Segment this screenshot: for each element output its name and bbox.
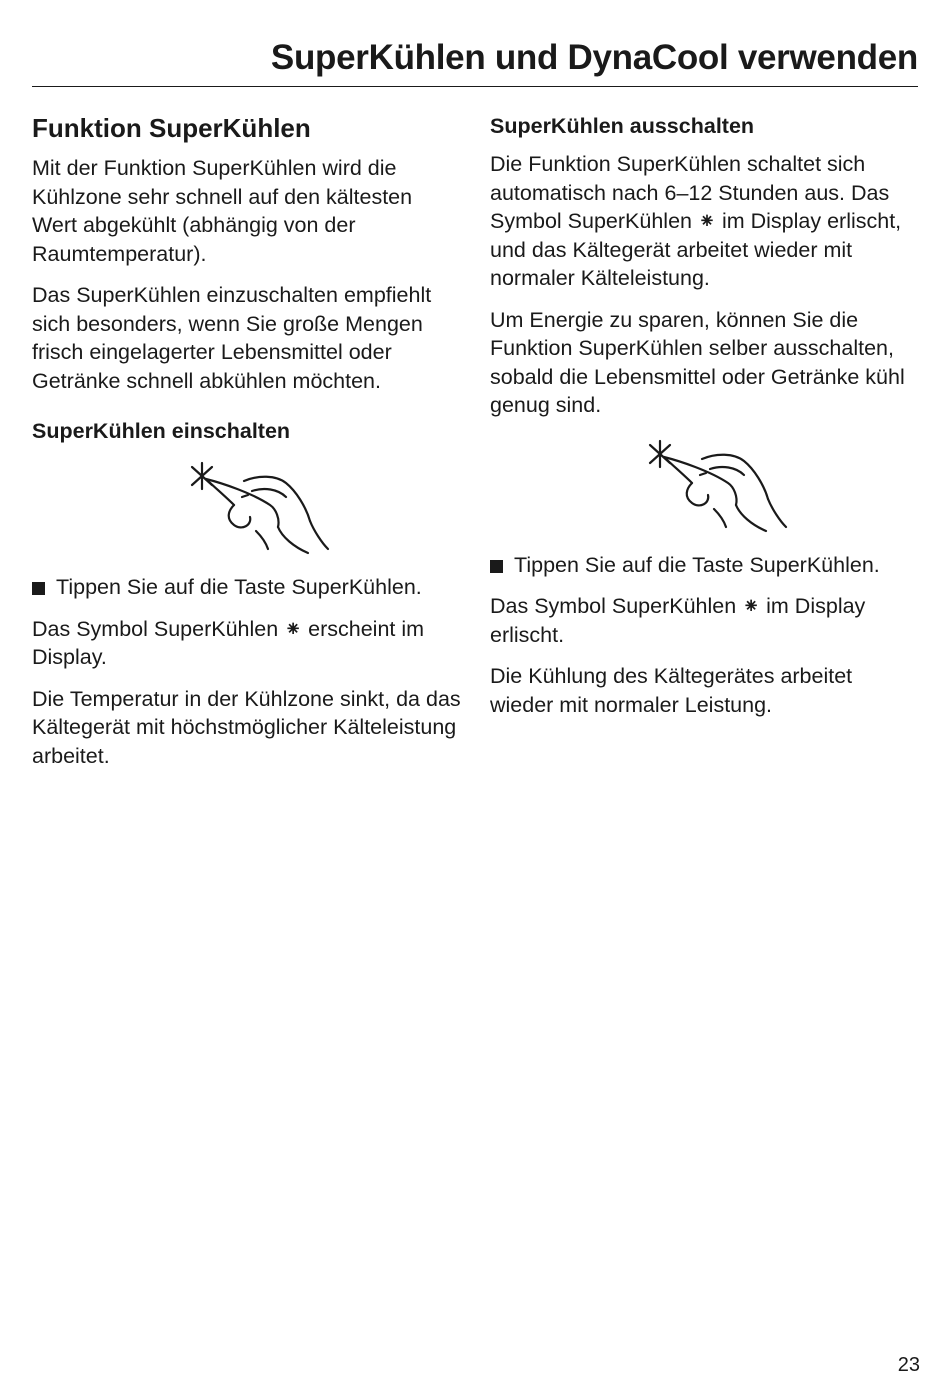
snowflake-symbol-icon [192,463,212,489]
normal-cooling-paragraph: Die Kühlung des Kältegerätes arbeitet wieder mit normaler Leistung. [490,664,853,717]
hand-pressing-superkuehlen-key-icon [32,455,332,565]
square-bullet-icon [32,582,45,595]
subheading-einschalten: SuperKühlen einschalten [32,419,291,443]
energy-saving-paragraph: Um Energie zu sparen, können Sie die Funktion SuperKühlen selber ausschalten, sobald die Lebensmittel oder Getränke kühl genug sind. [490,307,905,417]
title-divider [32,86,918,87]
symbol-disappears-paragraph: Das Symbol SuperKühlen ⁕ im Display erlischt. [490,594,866,647]
subheading-ausschalten: SuperKühlen ausschalten [490,114,755,138]
page-number: 23 [897,1354,920,1376]
snowflake-symbol-icon [650,441,670,467]
recommendation-paragraph: Das SuperKühlen einzuschalten empfiehlt sich besonders, wenn Sie große Mengen frisch eingelagerter Lebensmittel oder Getränke schnell abkühlen möchten. [32,283,432,393]
intro-paragraph: Mit der Funktion SuperKühlen wird die Kühlzone sehr schnell auf den kältesten Wert abgekühlt (abhängig von der Raumtemperatur). [32,156,413,266]
section-heading-superkuehlen: Funktion SuperKühlen [32,113,311,143]
bullet-text: Tippen Sie auf die Taste SuperKühlen. [56,575,422,599]
page-title: SuperKühlen und DynaCool verwenden [270,38,918,77]
hand-pressing-superkuehlen-key-icon [490,433,790,543]
bullet-item-ausschalten [490,551,920,580]
bullet-text: Tippen Sie auf die Taste SuperKühlen. [514,552,880,577]
temperature-paragraph: Die Temperatur in der Kühlzone sinkt, da das Kältegerät mit höchstmöglicher Kälteleistung arbeitet. [32,686,461,768]
left-column [32,110,462,783]
square-bullet-icon [490,560,503,573]
symbol-appears-paragraph: Das Symbol SuperKühlen ⁕ erscheint im Display. [32,616,425,669]
right-column [490,110,920,732]
auto-off-paragraph: Die Funktion SuperKühlen schaltet sich automatisch nach 6–12 Stunden aus. Das Symbol SuperKühlen ⁕ im Display erlischt, und das Kältegerät arbeitet wieder mit normaler Kälteleistung. [490,152,902,290]
bullet-item-einschalten [32,573,462,602]
